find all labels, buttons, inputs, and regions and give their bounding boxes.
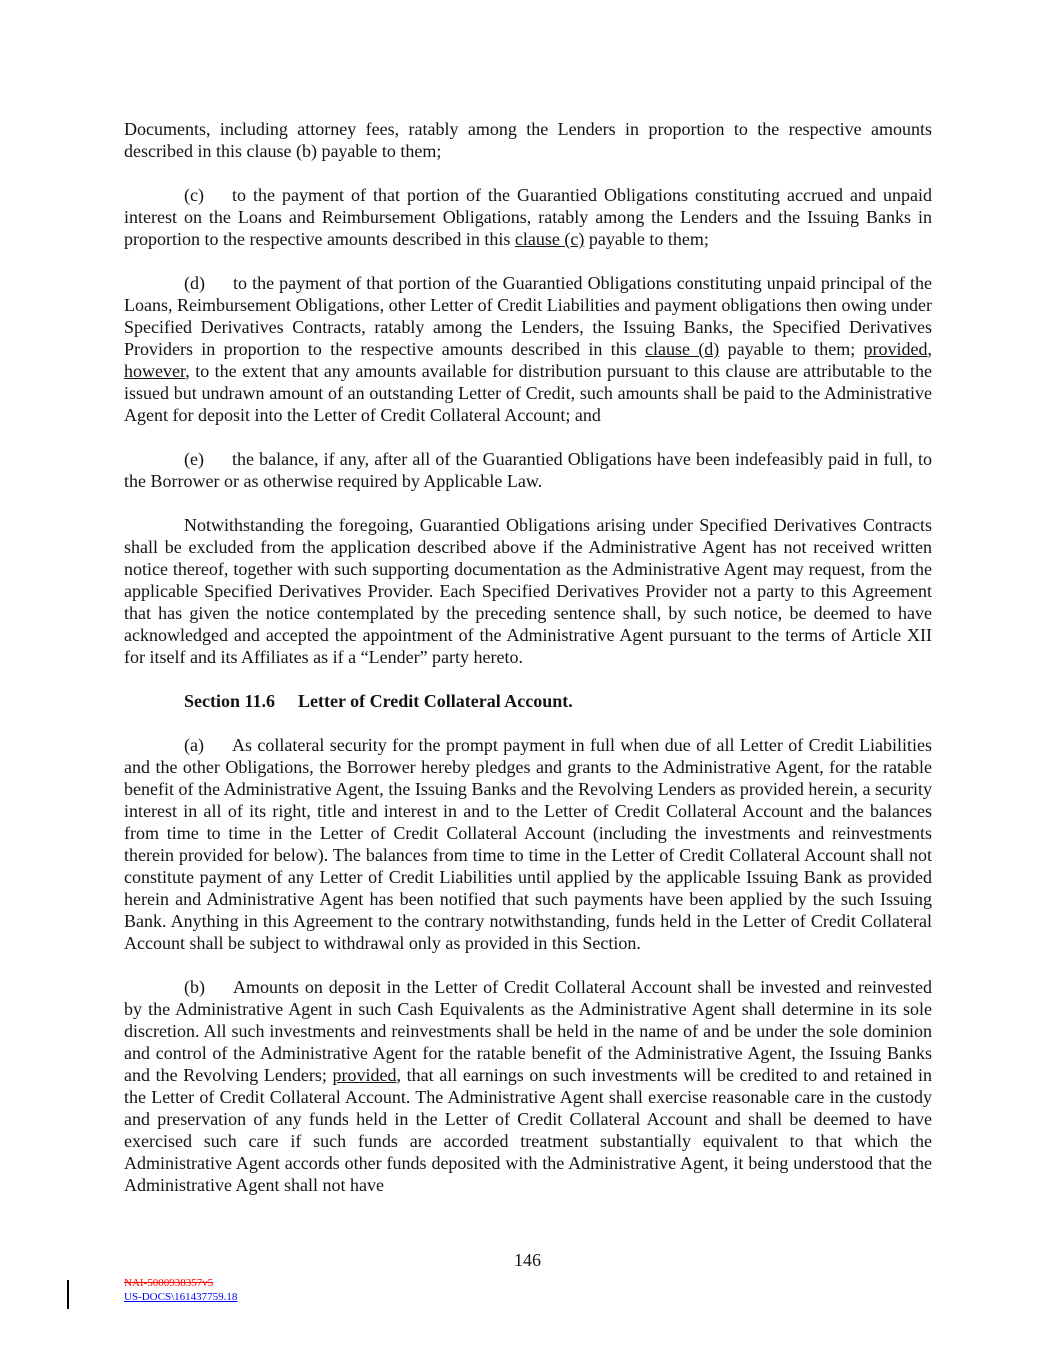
paragraph xyxy=(124,184,932,250)
paragraph xyxy=(124,448,932,492)
text-segment: Amounts on deposit in the Letter of Credit Collateral Account shall be invested and reinvested by the Administrative Agent in such Cash Equivalents as the Administrative Agent shall determine in its sole discretion. All such investments and reinvestments shall be held in the name of and be under the sole dominion and control of the Administrative Agent for the ratable benefit of the Administrative Agent, the Issuing Banks and the Revolving Lenders; xyxy=(124,977,932,1085)
deleted-doc-id: NAI-5000938357v5 xyxy=(124,1277,214,1289)
text-segment: provided xyxy=(332,1065,397,1085)
text-segment: clause (d) xyxy=(645,339,720,359)
text-segment: As collateral security for the prompt payment in full when due of all Letter of Credit Liabilities and the other Obligations, the Borrower hereby pledges and grants to the Administrative Agent, for the ratable benefit of the Administrative Agent, the Issuing Banks and the Revolving Lenders as provided herein, a security interest in all of its right, title and interest in and to the Letter of Credit Collateral Account and the balances from time to time in the Letter of Credit Collateral Account (including the investments and reinvestments therein provided for below). The balances from time to time in the Letter of Credit Collateral Account shall not constitute payment of any Letter of Credit Liabilities until applied by the applicable Issuing Bank as provided herein and Administrative Agent has been notified that such payments have been applied by the such Issuing Bank. Anything in this Agreement to the contrary notwithstanding, funds held in the Letter of Credit Collateral Account shall be subject to withdrawal only as provided in this Section. xyxy=(124,735,932,953)
document-body xyxy=(124,118,932,1218)
text-segment: payable to them; xyxy=(584,229,709,249)
paragraph xyxy=(124,976,932,1196)
text-segment: provided xyxy=(863,339,928,359)
text-segment: however xyxy=(124,361,186,381)
text-segment: Letter of Credit Collateral Account. xyxy=(298,691,573,711)
text-segment: Documents, including attorney fees, ratably among the Lenders in proportion to the respective amounts described in this clause (b) payable to them; xyxy=(124,119,932,161)
clause-label: (e) xyxy=(184,449,204,469)
paragraph xyxy=(124,734,932,954)
clause-label: (a) xyxy=(184,735,204,755)
text-segment: to the payment of that portion of the Guarantied Obligations constituting unpaid principal of the Loans, Reimbursement Obligations, other Letter of Credit Liabilities and payment obligations then owing under Specified Derivatives Contracts, ratably among the Lenders, the Issuing Banks, the Specified Derivatives Providers in proportion to the respective amounts described in this xyxy=(124,273,932,359)
footer-document-ids xyxy=(124,1277,237,1304)
section-heading xyxy=(124,690,932,712)
paragraph xyxy=(124,514,932,668)
text-segment: Notwithstanding the foregoing, Guarantied Obligations arising under Specified Derivatives Contracts shall be excluded from the application described above if the Administrative Agent has not received written notice thereof, together with such supporting documentation as the Administrative Agent may request, from the applicable Specified Derivatives Provider. Each Specified Derivatives Provider not a party to this Agreement that has given the notice contemplated by the preceding sentence shall, by such notice, be deemed to have acknowledged and accepted the appointment of the Administrative Agent pursuant to the terms of Article XII for itself and its Affiliates as if a “Lender” party hereto. xyxy=(124,515,932,667)
inserted-doc-id: US-DOCS\161437759.18 xyxy=(124,1290,238,1303)
clause-label: (d) xyxy=(184,273,205,293)
paragraph xyxy=(124,118,932,162)
text-segment: clause (c) xyxy=(514,229,585,249)
text-segment: payable to them; xyxy=(719,339,864,359)
clause-label: (b) xyxy=(184,977,205,997)
page-number: 146 xyxy=(514,1250,541,1270)
paragraph xyxy=(124,272,932,426)
section-number: Section 11.6 xyxy=(184,691,276,711)
text-segment: , that all earnings on such investments will be credited to and retained in the Letter of Credit Collateral Account. The Administrative Agent shall exercise reasonable care in the custody and preservation of any funds held in the Letter of Credit Collateral Account and shall be deemed to have exercised such care if such funds are accorded treatment substantially equivalent to that which the Administrative Agent accords other funds deposited with the Administrative Agent, it being understood that the Administrative Agent shall not have xyxy=(124,1065,932,1195)
revision-change-bar xyxy=(67,1280,69,1309)
text-segment: , to the extent that any amounts available for distribution pursuant to this clause are attributable to the issued but undrawn amount of an outstanding Letter of Credit, such amounts shall be paid to the Administrative Agent for deposit into the Letter of Credit Collateral Account; and xyxy=(124,361,932,425)
text-segment: , xyxy=(927,339,933,359)
clause-label: (c) xyxy=(184,185,204,205)
text-segment: the balance, if any, after all of the Guarantied Obligations have been indefeasibly paid in full, to the Borrower or as otherwise required by Applicable Law. xyxy=(124,449,932,491)
text-segment: to the payment of that portion of the Guarantied Obligations constituting accrued and unpaid interest on the Loans and Reimbursement Obligations, ratably among the Lenders and the Issuing Banks in proportion to the respective amounts described in this xyxy=(124,185,932,249)
